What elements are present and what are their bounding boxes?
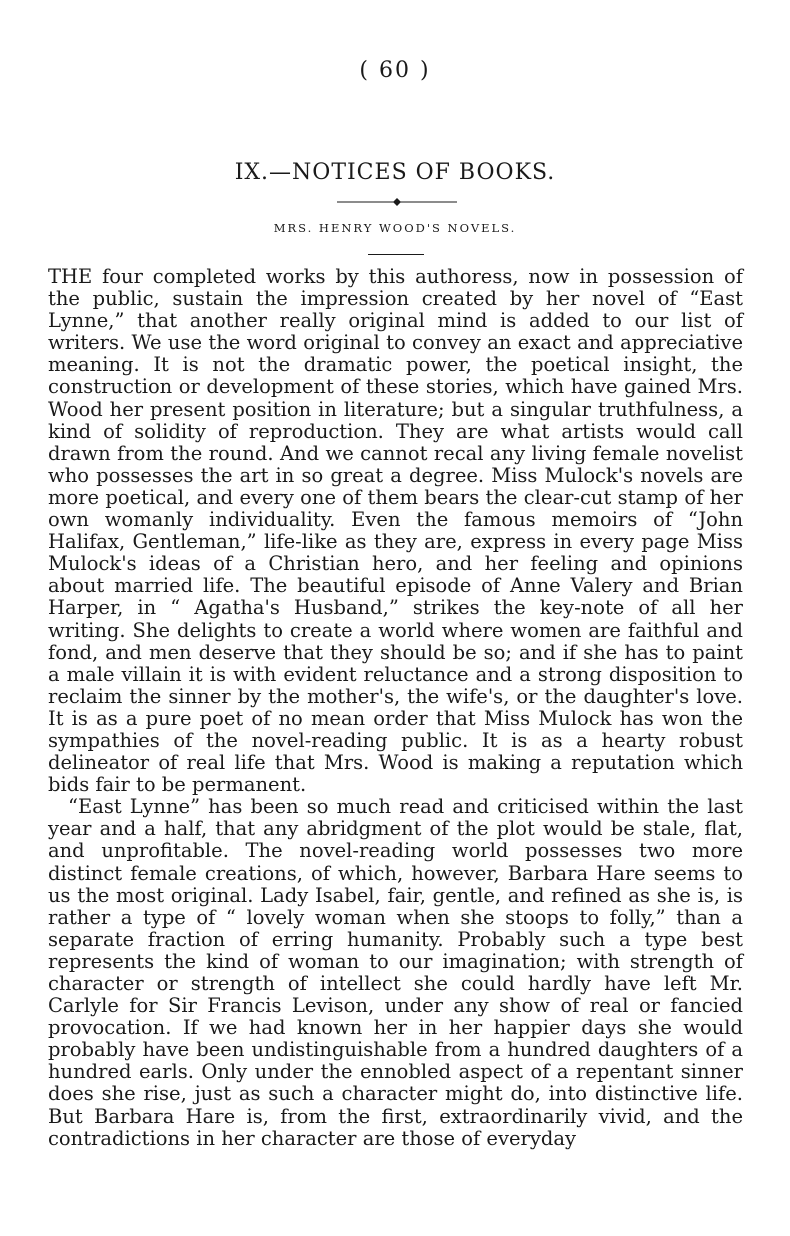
- page-number: ( 60 ): [359, 58, 431, 83]
- ornament-rule: [337, 195, 457, 209]
- article-body: [48, 266, 743, 1150]
- paragraph-2: “East Lynne” has been so much read and criticised within the last year and a half, that any abridgment of the plot would be stale, flat, and unprofitable. The novel-reading world possesses two more distinct female creations, of which, however, Barbara Hare seems to us the most original. Lady Isabel, fair, gentle, and refined as she is, is rather a type of “ lovely woman when she stoops to folly,” than a separate fraction of erring humanity. Probably such a type best represents the kind of woman to our imagination; with strength of character or strength of intellect she could hardly have left Mr. Carlyle for Sir Francis Levison, under any show of real or fancied provocation. If we had known her in her happier days she would probably have been undistinguishable from a hundred daughters of a hundred earls. Only under the ennobled aspect of a repentant sinner does she rise, just as such a character might do, into distinctive life. But Barbara Hare is, from the first, extraordinarily vivid, and the contradictions in her character are those of everyday: [48, 795, 743, 1150]
- section-heading: IX.—NOTICES OF BOOKS.: [234, 160, 556, 185]
- article-subheading: MRS. HENRY WOOD'S NOVELS.: [273, 221, 517, 235]
- paragraph-1: THE four completed works by this authoress, now in possession of the public, sustain the impression created by her novel of “East Lynne,” that another really original mind is added to our list of writers. We use the word original to convey an exact and appreciative meaning. It is not the dramatic power, the poetical insight, the construction or development of these stories, which have gained Mrs. Wood her present position in literature; but a singular truthfulness, a kind of solidity of reproduction. They are what artists would call drawn from the round. And we cannot recal any living female novelist who possesses the art in so great a degree. Miss Mulock's novels are more poetical, and every one of them bears the clear-cut stamp of her own womanly individuality. Even the famous memoirs of “John Halifax, Gentleman,” life-like as they are, express in every page Miss Mulock's ideas of a Christian hero, and her feeling and opinions about married life. The beautiful episode of Anne Valery and Brian Harper, in “ Agatha's Husband,” strikes the key-note of all her writing. She delights to create a world where women are faithful and fond, and men deserve that they should be so; and if she has to paint a male villain it is with evident reluctance and a strong disposition to reclaim the sinner by the mother's, the wife's, or the daughter's love. It is as a pure poet of no mean order that Miss Mulock has won the sympathies of the novel-reading public. It is as a hearty robust delineator of real life that Mrs. Wood is making a reputation which bids fair to be permanent.: [48, 265, 743, 797]
- divider-rule: [368, 254, 424, 255]
